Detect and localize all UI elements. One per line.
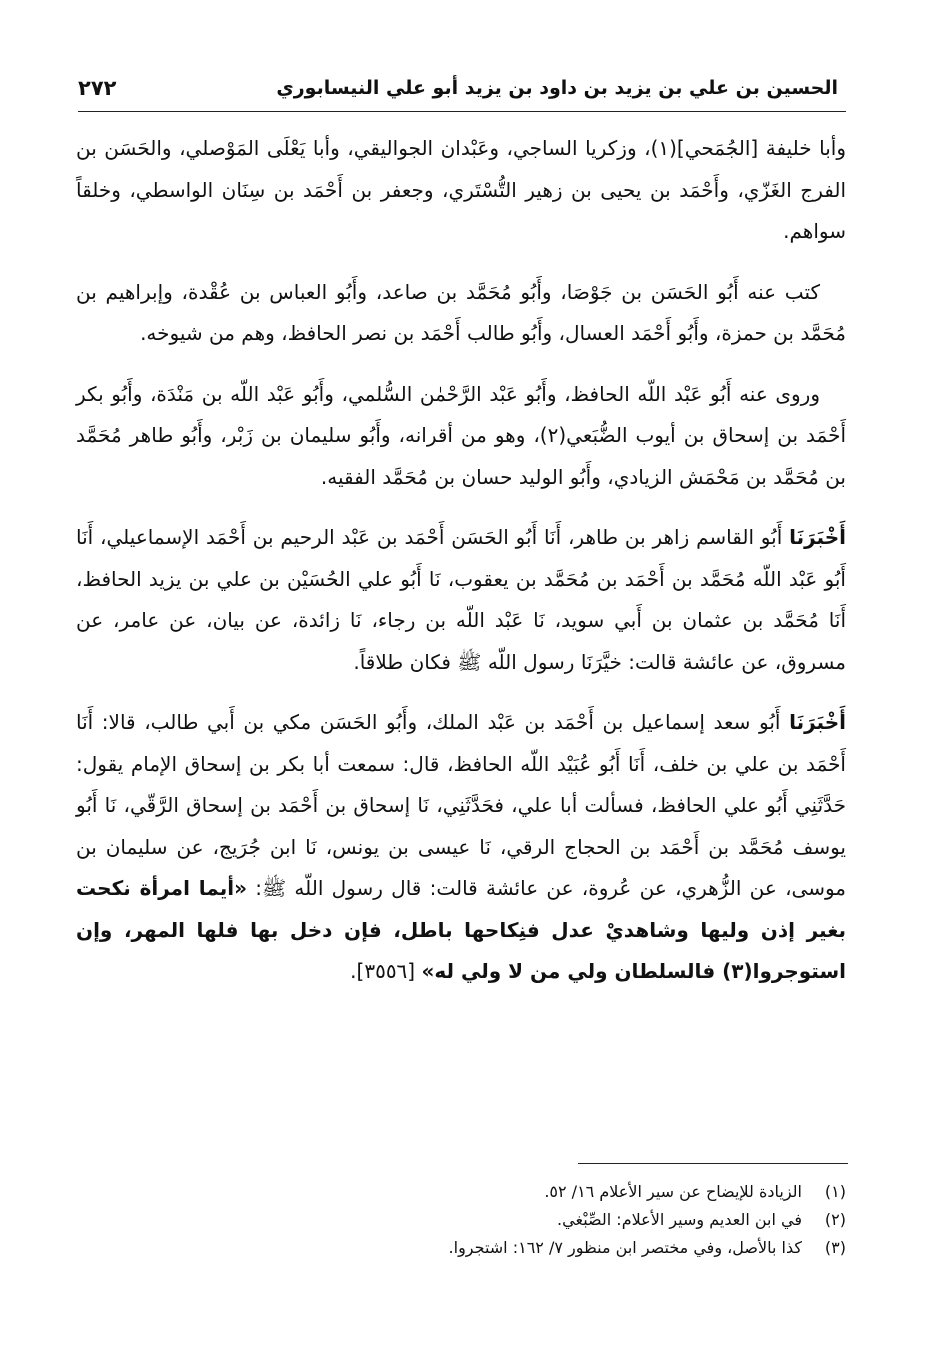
footnote-number: (٣)	[824, 1238, 846, 1257]
footnote-number: (١)	[824, 1182, 846, 1201]
akhbarana-lead: أَخْبَرَنَا	[789, 525, 846, 549]
paragraph-narrated-from-him: وروى عنه أَبُو عَبْد اللّه الحافظ، وأَبُو عَبْد الرَّحْمٰن السُّلمي، وأَبُو عَبْد اللّه بن مَنْدَة، وأَبُو بكر أَحْمَد بن إسحاق بن أيوب الضُّبَعي(٢)، وهو من أقرانه، وأَبُو سليمان بن زَبْر، وأَبُو طاهر مُحَمَّد بن مُحَمَّد بن مَحْمَش الزيادي، وأَبُو الوليد حسان بن مُحَمَّد الفقيه.	[76, 381, 846, 489]
footnote-item	[78, 1178, 846, 1206]
header-rule	[78, 111, 846, 112]
paragraph-wrote-from-him: كتب عنه أَبُو الحَسَن بن جَوْصَا، وأَبُو مُحَمَّد بن صاعد، وأَبُو العباس بن عُقْدة، وإبراهيم بن مُحَمَّد بن حمزة، وأَبُو أَحْمَد العسال، وأَبُو طالب أَحْمَد بن نصر الحافظ، وهم من شيوخه.	[76, 279, 846, 345]
isnad-1-text: أَبُو القاسم زاهر بن طاهر، أَنَا أَبُو الحَسَن أَحْمَد بن عَبْد الرحيم بن أَحْمَد الإسماعيلي، أَنَا أَبُو عَبْد اللّه مُحَمَّد بن أَحْمَد بن مُحَمَّد بن يعقوب، نَا أَبُو علي الحُسَيْن بن علي بن يزيد الحافظ، أَنَا مُحَمَّد بن عثمان بن أَبي سويد، نَا عَبْد اللّه بن رجاء، نَا زائدة، عن بيان، عن عامر، عن مسروق، عن عائشة قالت: خيَّرَنَا رسول اللّه ﷺ فكان طلاقاً.	[76, 525, 846, 674]
paragraph-isnad-2	[76, 702, 846, 993]
page-number: ٢٧٢	[78, 76, 117, 100]
running-title: الحسين بن علي بن يزيد بن داود بن يزيد أبو علي النيسابوري	[276, 77, 838, 99]
footnote-text: الزيادة للإيضاح عن سير الأعلام ١٦/ ٥٢.	[544, 1182, 802, 1201]
footnote-rule	[578, 1163, 848, 1164]
footnote-item	[78, 1234, 846, 1262]
paragraph-teachers: وأبا خليفة [الجُمَحي](١)، وزكريا الساجي، وعَبْدان الجواليقي، وأبا يَعْلَى المَوْصلي، والحَسَن بن الفرج الغَزّي، وأَحْمَد بن يحيى بن زهير التُّسْتَري، وجعفر بن أَحْمَد بن سِنَان الواسطي، وخلقاً سواهم.	[76, 136, 846, 243]
footnote-text: في ابن العديم وسير الأعلام: الصِّبْغي.	[557, 1210, 802, 1229]
akhbarana-lead: أَخْبَرَنَا	[789, 710, 846, 734]
footnote-item	[78, 1206, 846, 1234]
footnote-number: (٢)	[824, 1210, 846, 1229]
footnotes	[78, 1178, 846, 1262]
hadith-text: «أيما امرأة نكحت بغير إذن وليها وشاهديْ عدل فنِكاحها باطل، فإن دخل بها فلها المهر، وإن استوجروا(٣) فالسلطان ولي من لا ولي له»	[76, 876, 846, 983]
main-text	[76, 128, 846, 1012]
hadith-number: [٣٥٥٦].	[350, 959, 416, 983]
isnad-2-text: أَبُو سعد إسماعيل بن أَحْمَد بن عَبْد الملك، وأَبُو الحَسَن مكي بن أَبي طالب، قالا: أَنَا أَحْمَد بن علي بن خلف، أَنَا أَبُو عُبَيْد اللّه الحافظ، قال: سمعت أبا بكر بن إسحاق الإمام يقول: حَدَّثَنِي أَبُو علي الحافظ، فسألت أبا علي، فحَدَّثَنِي، نَا إسحاق بن أَحْمَد بن إسحاق الرَّقّي، نَا أَبُو يوسف مُحَمَّد بن أَحْمَد بن الحجاج الرقي، نَا عيسى بن يونس، نَا ابن جُرَيج، عن سليمان بن موسى، عن الزُّهري، عن عُروة، عن عائشة قالت: قال رسول اللّه ﷺ:	[76, 710, 846, 900]
paragraph-isnad-1	[76, 517, 846, 683]
footnote-text: كذا بالأصل، وفي مختصر ابن منظور ٧/ ١٦٢: اشتجروا.	[448, 1238, 802, 1257]
running-header	[78, 70, 838, 106]
